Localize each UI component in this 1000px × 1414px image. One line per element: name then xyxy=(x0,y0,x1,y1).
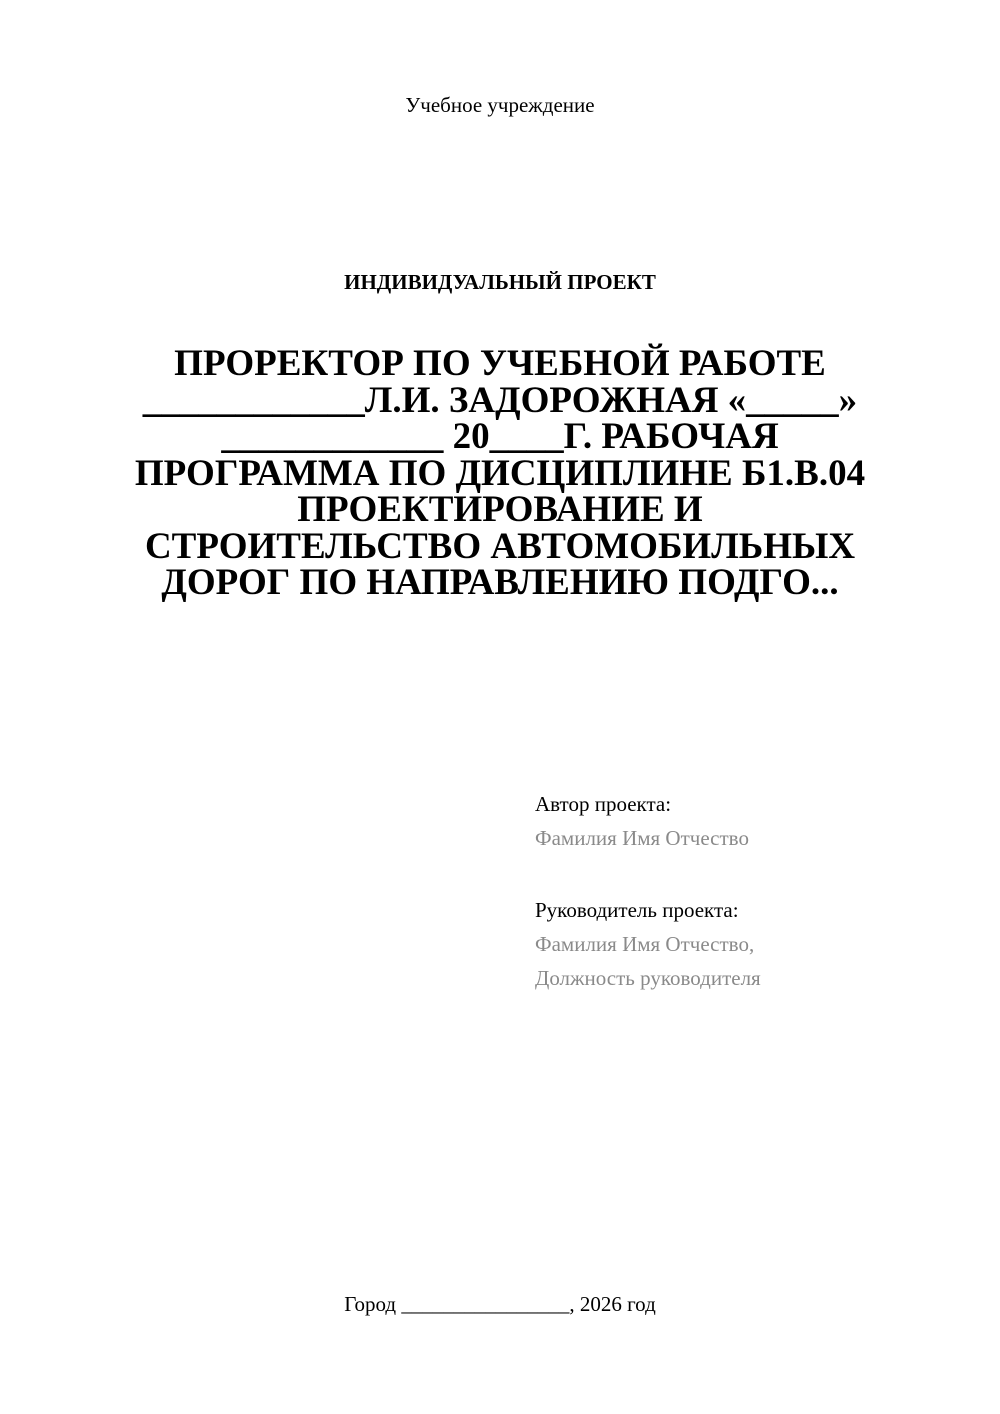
project-type-heading: ИНДИВИДУАЛЬНЫЙ ПРОЕКТ xyxy=(344,270,656,294)
project-title-line: ДОРОГ ПО НАПРАВЛЕНИЮ ПОДГО... xyxy=(161,562,839,603)
supervisor-block xyxy=(535,893,955,995)
supervisor-position: Должность руководителя xyxy=(535,966,761,990)
project-title-line: ПРОРЕКТОР ПО УЧЕБНОЙ РАБОТЕ xyxy=(174,343,826,384)
project-title-line: СТРОИТЕЛЬСТВО АВТОМОБИЛЬНЫХ xyxy=(144,525,856,567)
supervisor-name: Фамилия Имя Отчество, xyxy=(535,932,755,956)
project-title-line: ____________Л.И. ЗАДОРОЖНАЯ «_____» xyxy=(142,379,858,421)
project-title-line: ____________ 20____Г. РАБОЧАЯ xyxy=(221,416,779,457)
author-name: Фамилия Имя Отчество xyxy=(535,826,749,850)
city-year-line: Город ________________, 2026 год xyxy=(344,1292,656,1316)
project-title-line: ПРОГРАММА ПО ДИСЦИПЛИНЕ Б1.В.04 xyxy=(134,452,866,494)
supervisor-label: Руководитель проекта: xyxy=(535,898,739,922)
project-title xyxy=(120,343,880,603)
author-block xyxy=(535,787,955,855)
project-title-line: ПРОЕКТИРОВАНИЕ И xyxy=(297,489,703,530)
institution-name: Учебное учреждение xyxy=(405,93,595,117)
author-label: Автор проекта: xyxy=(535,792,672,816)
